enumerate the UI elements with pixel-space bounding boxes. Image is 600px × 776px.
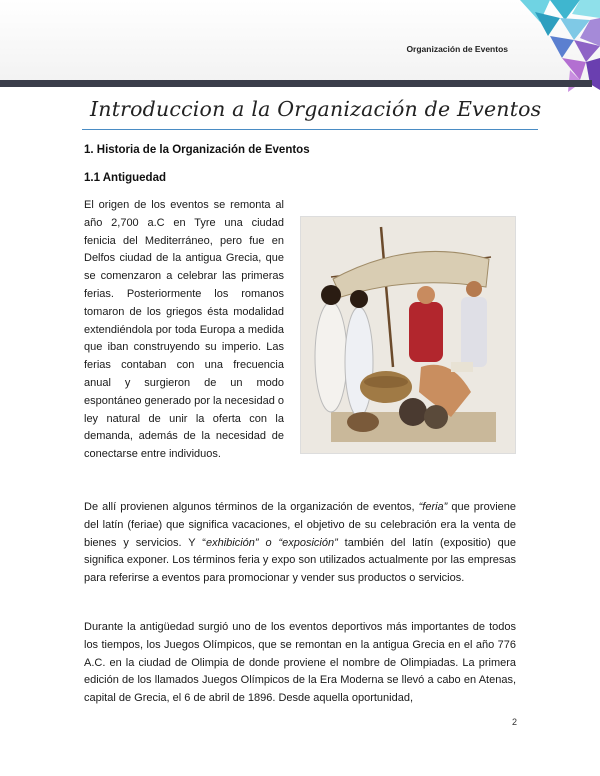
market-illustration xyxy=(300,216,516,454)
header-label: Organización de Eventos xyxy=(406,44,508,54)
subsection-heading: 1.1 Antiguedad xyxy=(84,172,166,184)
page-title: Introduccion a la Organización de Eventos xyxy=(90,97,542,121)
intro-paragraph: El origen de los eventos se remonta al año 2,700 a.C en Tyre una ciudad fenicia del Mediterráneo, pero fue en Delfos ciudad de la antigua Grecia, que se comenzaron a celebrar las primeras ferias. Posteriormente los romanos tomaron de los griegos ésta modalidad extendiéndola por toda Europa a medida que iban construyendo su imperio. Las ferias contaban con una frecuencia anual y surgieron de un modo espontáneo generado por la necesidad o ley natural de unir la oferta con la demanda, además de la necesidad de conectarse entre individuos. xyxy=(84,199,284,461)
header-bar xyxy=(0,80,592,87)
paragraph-2-part-3: también del latín (expositio) que significa exponer. Los términos feria y expo son utilizados actualmente por las empresas para referirse a eventos para promocionar y vender sus productos o servicios. xyxy=(84,536,516,585)
term-feria: “feria” xyxy=(418,501,448,513)
paragraph-2-part-1: De allí provienen algunos términos de la organización de eventos, xyxy=(84,501,419,513)
body-paragraph-2 xyxy=(84,499,516,588)
section-heading: 1. Historia de la Organización de Eventos xyxy=(84,144,310,156)
body-paragraph-3: Durante la antigüedad surgió uno de los eventos deportivos más importantes de todos los tiempos, los Juegos Olímpicos, que se remontan en la antigua Grecia en el año 776 A.C. en la ciudad de Olimpia de donde proviene el nombre de Olimpiadas. La primera edición de los llamados Juegos Olímpicos de la Era Moderna se llevó a cabo en Atenas, capital de Grecia, el 6 de abril de 1896. Desde aquella oportunidad, xyxy=(84,621,516,705)
term-exhibicion: exhibición” o “exposición” xyxy=(205,536,338,549)
title-divider xyxy=(82,129,538,130)
paragraph-2-part-2: que proviene del latín (feriae) que significa vacaciones, el objetivo de su celebración era la venta de bienes y servicios. Y “ xyxy=(84,501,516,549)
page-number: 2 xyxy=(512,717,518,727)
